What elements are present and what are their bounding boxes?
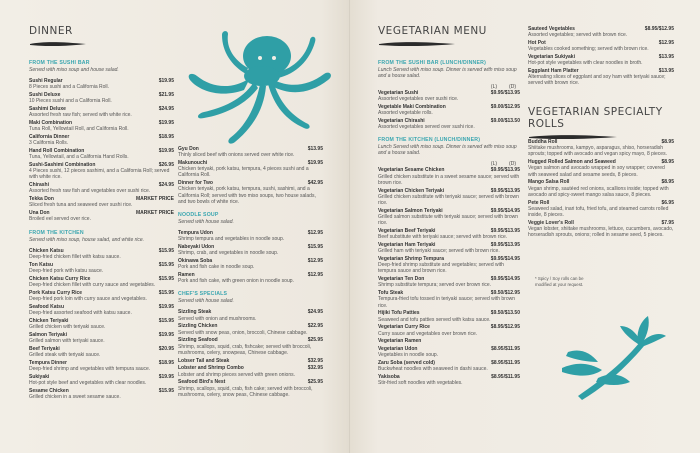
menu-item-name: Nabeyaki Udon (178, 244, 215, 251)
menu-item-description: Assorted fresh raw fish; served with white rice. (29, 112, 132, 119)
menu-item-sushi-deluxe (29, 92, 174, 104)
menu-item-description: Tuna, Yellowtail, and a California Hand Rolls. (29, 154, 129, 161)
menu-item-price: $12.95 (307, 258, 323, 265)
menu-item-sizzling-chicken (178, 323, 323, 335)
menu-item-price: $8.95/$12.95 (644, 26, 674, 32)
menu-item-description: Grilled salmon with teriyaki sauce. (29, 337, 105, 344)
menu-item-description: Lobster and shrimp pieces served with green onions. (178, 371, 296, 378)
section-note: Served with house salad. (178, 298, 234, 305)
menu-item-price: MARKET PRICE (135, 196, 174, 203)
menu-item-vegetarian-curry-rice (378, 324, 520, 336)
menu-item-salmon-teriyaki (29, 332, 174, 344)
section-note: Served with miso soup, house salad, and white rice. (29, 236, 145, 243)
specialty-header (528, 106, 678, 139)
menu-item-una-don (29, 210, 174, 222)
menu-item-name: Vegetarian Chicken Teriyaki (378, 187, 445, 194)
menu-item-description: Deep-fried chicken fillet with katsu sauce. (29, 253, 121, 260)
menu-item-price: $9.00/$13.50 (490, 118, 520, 124)
menu-item-name: Vegetarian Salmon Teriyaki (378, 207, 443, 214)
menu-item-name: Makunouchi (178, 160, 208, 166)
menu-item-price: $24.95 (158, 106, 174, 112)
menu-item-name: Sushi Deluxe (29, 92, 61, 98)
menu-item-description: Assorted vegetables over sushi rice. (378, 96, 459, 103)
menu-item-sashimi-deluxe (29, 106, 174, 118)
menu-item-vegetarian-sushi (378, 90, 520, 102)
menu-item-price: $19.95 (307, 160, 323, 166)
menu-item-name: Chirashi (29, 182, 50, 189)
section-note: Served with house salad. (178, 219, 234, 226)
menu-item-price: $15.95 (158, 247, 174, 254)
menu-item-vegetarian-ten-don (378, 276, 520, 288)
menu-item-price: $8.95/$11.95 (491, 346, 520, 353)
menu-item-price: $9.95/$13.95 (490, 187, 520, 194)
menu-item-price: $7.95 (661, 219, 674, 226)
menu-item-price: $24.95 (307, 309, 323, 316)
menu-item-vegetable-maki-combination (378, 104, 520, 116)
menu-item-tempura-udon (178, 230, 323, 242)
menu-item-lobster-and-shrimp-combo (178, 365, 323, 377)
menu-item-price: $15.95 (158, 261, 174, 268)
menu-item-name: Sizzling Seafood (178, 337, 218, 344)
menu-item-description: Shrimp, crab, and vegetables in noodle soup. (178, 250, 279, 257)
menu-item-vegetarian-udon (378, 346, 520, 358)
lunch-label: (L) (490, 84, 498, 90)
menu-item-name: Lobster and Shrimp Combo (178, 365, 244, 372)
menu-item-name: Buddha Roll (528, 139, 558, 145)
menu-item-price: $8.95/$11.95 (491, 374, 520, 381)
menu-item-name: Hot Pot (528, 40, 546, 46)
menu-item-name: Mango Salsa Roll (528, 179, 570, 186)
section-note: Lunch Served with miso soup. Dinner is served with miso soup and a house salad. (378, 144, 517, 157)
menu-item-name: Sauteed Vegetables (528, 26, 575, 32)
menu-item-description: 8 Pieces sushi and a California Roll. (29, 84, 110, 91)
menu-item-vegetarian-shrimp-tempura (378, 256, 520, 275)
section-heading: CHEF'S SPECIALS (178, 291, 228, 298)
menu-item-description: Chicken teriyaki, pork katsu, tempura, 4 pieces sushi and a California Roll. (178, 166, 309, 179)
menu-item-price: $13.95 (307, 146, 323, 152)
menu-item-sizzling-steak (178, 309, 323, 321)
menu-item-price: $18.95 (158, 359, 174, 366)
menu-item-name: Seafood Katsu (29, 303, 65, 310)
menu-item-chicken-katsu (29, 248, 174, 260)
menu-item-price: $9.95/$14.95 (490, 276, 520, 283)
menu-item-price: $6.95 (661, 199, 674, 206)
menu-item-description: Shrimp tempura and vegetables in noodle soup. (178, 236, 285, 243)
menu-item-name: Eggplant Ham Platter (528, 68, 579, 74)
menu-item-description: Shiitake mushrooms, kampyo, asparagus, shiso, horseradish sprouts; topped with avocado and vegan spicy mayo, 8 pieces. (528, 145, 667, 158)
vegetable-illustration-icon (558, 312, 668, 402)
menu-item-name: Gyu Don (178, 146, 199, 152)
menu-item-description: Grilled salmon substitute with teriyaki sauce; served with brown rice. (378, 214, 519, 227)
menu-item-tempura-dinner (29, 360, 174, 372)
menu-item-description: 10 Pieces sushi and a California Roll. (29, 98, 112, 105)
menu-item-description: Shrimp, scallops, squid, crab, fish cake; served with broccoli, mushrooms, celery, snow peas, Chinese cabbage. (178, 385, 313, 398)
menu-item-price: $42.95 (307, 180, 323, 187)
menu-item-price: $12.95 (658, 40, 674, 46)
menu-item-name: Pete Roll (528, 199, 550, 206)
menu-item-name: Lobser Tail and Steak (178, 357, 230, 364)
menu-item-name: Vegetarian Sukiyaki (528, 54, 575, 60)
menu-item-description: Deep-fried chicken fillet with curry sauce and vegetables. (29, 281, 156, 288)
menu-item-price: $15.95 (158, 289, 174, 296)
menu-item-name: Maki Combination (29, 120, 73, 126)
menu-item-name: Yakisoba (378, 374, 400, 381)
section-heading: FROM THE KITCHEN (LUNCH/DINNER) (378, 137, 481, 144)
menu-item-name: Tempura Udon (178, 230, 213, 237)
menu-item-description: Grilled chicken substitute with teriyaki sauce; served with brown rice. (378, 193, 519, 207)
menu-item-ton-katsu (29, 262, 174, 274)
menu-item-name: Vegetarian Ramen (378, 338, 422, 345)
menu-item-tofu-steak (378, 290, 520, 309)
menu-item-vegetarian-sukiyaki (528, 54, 674, 66)
menu-item-pete-roll (528, 200, 674, 219)
menu-item-price: $8.95/$11.95 (491, 360, 520, 367)
menu-item-price: $8.95/$12.95 (490, 324, 520, 331)
menu-item-name: Vegetarian Ham Teriyaki (378, 242, 436, 249)
menu-item-vegetarian-salmon-teriyaki (378, 208, 520, 227)
menu-item-description: Assorted vegetables; served with brown rice. (528, 32, 628, 39)
menu-item-gyu-don (178, 146, 323, 158)
menu-item-name: Sashimi Deluxe (29, 106, 66, 112)
menu-item-name: Vegetarian Chirashi (378, 118, 425, 124)
menu-item-name: Okinawa Soba (178, 258, 213, 265)
dinner-label: (D) (509, 84, 516, 90)
menu-item-name: Sizzling Chicken (178, 323, 218, 330)
menu-item-vegetarian-ramen (378, 338, 520, 344)
menu-item-name: Vegetarian Ten Don (378, 276, 425, 283)
menu-item-description: Vegan lobster, shiitake mushrooms, lettuce, cucumbers, avocado, horseradish sprouts, onions; rolled in sesame seed, 5 pieces. (528, 226, 674, 239)
menu-item-price: $12.95 (307, 230, 323, 237)
lunch-label: (L) (490, 161, 498, 168)
menu-item-sesame-chicken (29, 388, 174, 400)
menu-item-price: $19.95 (158, 148, 174, 154)
menu-item-name: Una Don (29, 210, 50, 217)
menu-item-description: Served with snow peas, onion, broccoli, Chinese cabbage. (178, 329, 308, 336)
menu-item-beef-teriyaki (29, 346, 174, 358)
menu-item-hijiki-tofu-patties (378, 310, 520, 322)
menu-item-name: Tempura Dinner (29, 359, 67, 366)
menu-item-description: Grilled steak with teriyaki sauce. (29, 351, 101, 358)
menu-item-description: Shrimp, scallops, squid, crab, fishcake; served with broccoli, mushrooms, celery, snowpeas, Chinese cabbage. (178, 343, 312, 356)
menu-item-description: Grilled chicken with teriyaki sauce. (29, 323, 106, 330)
menu-item-price: $24.95 (158, 182, 174, 189)
menu-item-description: Seaweed salad, inari tofu, fried tofu, and steamed carrots rolled inside, 8 pieces. (528, 205, 669, 219)
menu-item-description: Deep-fried pork with katsu sauce. (29, 267, 104, 274)
menu-item-description: Curry sauce and vegetables over brown rice. (378, 330, 478, 337)
menu-item-price: $13.95 (658, 68, 674, 74)
menu-item-price: $12.95 (307, 272, 323, 279)
menu-item-vegetarian-ham-teriyaki (378, 242, 520, 254)
menu-item-description: Grilled chicken substitute in a sweet sesame sauce; served with brown rice. (378, 173, 520, 186)
menu-item-description: Seaweed and tofu patties served with katsu sauce. (378, 316, 491, 323)
menu-item-description: Buckwheat noodles with seaweed in dashi sauce. (378, 366, 488, 373)
menu-item-description: Deep-fried shrimp and vegetables with tempura sauce. (29, 365, 151, 372)
menu-item-description: Deep-fried pork loin with curry sauce and vegetables. (29, 295, 147, 302)
menu-item-price: $19.95 (158, 120, 174, 126)
menu-item-price: $19.95 (158, 303, 174, 310)
menu-item-price: $9.95/$13.95 (490, 228, 520, 235)
menu-item-name: Tekka Don (29, 196, 54, 203)
menu-item-price: $25.95 (307, 337, 323, 344)
menu-item-sushi-sashimi-combination (29, 162, 174, 181)
menu-item-name: Vegetarian Sushi (378, 90, 419, 96)
menu-item-seafood-katsu (29, 304, 174, 316)
menu-item-description: Vegetables cooked something; served with brown rice. (528, 46, 649, 53)
menu-item-nabeyaki-udon (178, 244, 323, 256)
menu-item-sushi-regular (29, 78, 174, 90)
menu-item-price: $19.95 (158, 78, 174, 84)
menu-item-price: $26.95 (158, 162, 174, 168)
menu-item-price: $9.00/$12.95 (490, 104, 520, 110)
menu-item-description: Grilled ham with teriyaki sauce; served with brown rice. (378, 248, 500, 255)
menu-item-description: Vegetables in noodle soup. (378, 352, 439, 359)
menu-item-price: $9.95/$14.95 (490, 256, 520, 263)
menu-item-tekka-don (29, 196, 174, 208)
spicy-footnote: * Spicy / Soy rolls can be modified at your request. (535, 276, 584, 287)
menu-item-yakisoba (378, 374, 520, 386)
menu-item-price: $19.95 (158, 331, 174, 338)
menu-item-description: Tempura-fried tofu tossed in teriyaki sauce; served with brown rice. (378, 296, 516, 309)
menu-item-hugged-rolled-salmon-and-seaweed (528, 159, 674, 178)
menu-item-description: Served with onion and mushrooms. (178, 315, 257, 322)
menu-item-name: Vegetarian Udon (378, 346, 418, 353)
menu-item-hot-pot (528, 40, 674, 52)
menu-item-mango-salsa-roll (528, 179, 674, 198)
menu-item-name: Veggie Lover's Roll (528, 219, 574, 226)
menu-item-chirashi (29, 182, 174, 194)
menu-item-name: Vegetarian Sesame Chicken (378, 167, 445, 174)
menu-item-pork-katsu-curry-rice (29, 290, 174, 302)
menu-item-price: $21.95 (158, 92, 174, 98)
menu-item-name: Zaru Soba (served cold) (378, 360, 435, 367)
menu-item-name: Seafood Bird's Nest (178, 379, 226, 386)
menu-item-price: $9.95/$13.95 (490, 167, 520, 174)
menu-item-zaru-soba-served-cold (378, 360, 520, 372)
menu-item-description: Sliced fresh tuna and seaweed over sushi rice. (29, 202, 133, 209)
dinner-label: (D) (509, 161, 516, 168)
menu-item-maki-combination (29, 120, 174, 132)
menu-item-hand-roll-combination (29, 148, 174, 160)
menu-item-sauteed-vegetables (528, 26, 674, 38)
menu-item-name: Ton Katsu (29, 261, 54, 268)
section-heading: FROM THE KITCHEN (29, 229, 84, 236)
section-heading: NOODLE SOUP (178, 212, 219, 219)
menu-item-name: Vegetarian Beef Teriyaki (378, 228, 436, 235)
menu-item-price: $8.95 (661, 139, 674, 145)
section-note: Served with miso soup and house salad. (29, 67, 119, 73)
menu-item-seafood-bird-s-nest (178, 379, 323, 398)
menu-item-lobser-tail-and-steak (178, 358, 323, 364)
menu-item-chicken-katsu-curry-rice (29, 276, 174, 288)
menu-item-name: Chicken Katsu (29, 247, 64, 254)
menu-item-price: $18.95 (158, 134, 174, 140)
menu-item-price: $15.95 (158, 387, 174, 394)
menu-item-name: Hijiki Tofu Patties (378, 310, 420, 317)
menu-item-california-dinner (29, 134, 174, 146)
menu-item-description: Deep-fried shrimp substitute and vegetables; served with tempura sauce and brown rice. (378, 262, 504, 275)
menu-item-price: $9.95/$14.95 (490, 207, 520, 214)
menu-item-price: $15.95 (307, 244, 323, 251)
menu-item-price: $9.50/$12.95 (490, 290, 520, 297)
menu-item-price: $8.95 (661, 159, 674, 166)
menu-item-name: Chicken Teriyaki (29, 317, 69, 324)
menu-item-price: $8.95 (661, 179, 674, 186)
vegetarian-column-1 (378, 60, 520, 388)
section-heading: FROM THE SUSHI BAR (LUNCH/DINNER) (378, 60, 487, 66)
menu-item-sukiyaki (29, 374, 174, 386)
menu-item-price: $13.95 (658, 54, 674, 60)
menu-item-price: $9.95/$13.95 (490, 90, 520, 96)
menu-item-name: Vegetable Maki Combination (378, 104, 446, 110)
menu-item-description: Vegan shrimp, sautéed red onions, scallions inside; topped with avocado and spicy-sweet mango salsa sauce, 8 pieces. (528, 185, 669, 198)
menu-item-description: Assorted vegetable rolls. (378, 110, 433, 117)
menu-item-price: $9.95/$13.95 (490, 242, 520, 249)
menu-item-description: Tuna Roll, Yellowtail Roll, and California Roll. (29, 126, 129, 133)
menu-item-name: Sushi Regular (29, 78, 63, 84)
specialty-title: VEGETARIAN SPECIALTY ROLLS (528, 106, 663, 130)
menu-item-price: $15.95 (158, 275, 174, 282)
menu-item-buddha-roll (528, 139, 674, 158)
menu-item-dinner-for-two (178, 180, 323, 205)
menu-item-chicken-teriyaki (29, 318, 174, 330)
vegetarian-header (378, 25, 528, 46)
menu-item-vegetarian-chicken-teriyaki (378, 188, 520, 207)
menu-item-name: Sukiyaki (29, 373, 50, 380)
menu-item-okinawa-soba (178, 258, 323, 270)
menu-item-veggie-lover-s-roll (528, 220, 674, 239)
menu-item-name: Sushi-Sashimi Combination (29, 162, 96, 168)
menu-item-name: Hand Roll Combination (29, 148, 85, 154)
section-heading: FROM THE SUSHI BAR (29, 60, 90, 66)
menu-item-price: $32.95 (307, 357, 323, 364)
menu-item-price: $15.95 (158, 317, 174, 324)
brush-stroke-icon (29, 41, 87, 46)
menu-item-name: Tofu Steak (378, 290, 404, 297)
menu-item-name: Salmon Teriyaki (29, 331, 67, 338)
menu-item-description: Hot-pot style beef and vegetables with clear noodles. (29, 379, 147, 386)
section-note: Lunch Served with miso soup. Dinner is served with miso soup and a house salad. (378, 67, 517, 79)
menu-item-description: Assorted fresh raw fish and vegetables over sushi rice. (29, 188, 151, 195)
menu-item-description: Shrimp substitute tempura; served over brown rice. (378, 282, 492, 289)
menu-item-description: Assorted vegetables served over sushi rice. (378, 124, 475, 131)
menu-item-vegetarian-sesame-chicken (378, 167, 520, 186)
menu-item-description: Stir-fried soft noodles with vegetables. (378, 380, 463, 387)
menu-item-price: $19.95 (158, 373, 174, 380)
octopus-illustration-icon (182, 28, 337, 146)
menu-item-price: $20.95 (158, 345, 174, 352)
menu-item-price: $32.95 (307, 365, 323, 372)
menu-item-name: Sizzling Steak (178, 309, 212, 316)
menu-item-eggplant-ham-platter (528, 68, 674, 87)
menu-item-description: 4 Pieces sushi, 12 pieces sashimi, and a California Roll; served with white rice. (29, 168, 170, 181)
menu-item-description: Pork and fish cake in noodle soup. (178, 264, 255, 271)
dinner-column-1 (29, 60, 174, 402)
vegetarian-column-2 (528, 26, 674, 88)
dinner-column-2 (178, 146, 323, 400)
page-title: VEGETARIAN MENU (378, 25, 487, 37)
menu-item-name: Beef Teriyaki (29, 345, 60, 352)
menu-item-name: Ramen (178, 272, 195, 279)
menu-item-description: Pork and fish cake, with green onion in noodle soup. (178, 278, 294, 285)
dinner-header (29, 25, 179, 46)
menu-item-description: Vegan salmon and avocado wrapped in soy wrapper; covered with seaweed salad and sesame seeds, 8 pieces. (528, 165, 665, 178)
menu-item-name: Hugged Rolled Salmon and Seaweed (528, 159, 616, 166)
menu-item-description: 3 California Rolls. (29, 140, 69, 147)
brush-stroke-icon (378, 41, 456, 46)
menu-item-vegetarian-beef-teriyaki (378, 228, 520, 240)
vegetarian-page (350, 0, 700, 453)
menu-item-vegetarian-chirashi (378, 118, 520, 130)
menu-item-ramen (178, 272, 323, 284)
menu-item-price: $22.95 (307, 323, 323, 330)
menu-item-price: $9.50/$13.50 (490, 310, 520, 317)
menu-item-description: Grilled chicken in a sweet sesame sauce. (29, 393, 121, 400)
menu-item-price: $25.95 (307, 379, 323, 386)
menu-item-price: MARKET PRICE (135, 210, 174, 217)
menu-item-name: California Dinner (29, 134, 70, 140)
menu-item-name: Sesame Chicken (29, 387, 69, 394)
menu-item-name: Chicken Katsu Curry Rice (29, 275, 91, 282)
menu-item-name: Vegetarian Shrimp Tempura (378, 256, 445, 263)
menu-item-description: Broiled eel served over rice. (29, 216, 91, 223)
menu-item-description: Deep-fried assorted seafood with katsu sauce. (29, 309, 132, 316)
menu-item-makunouchi (178, 160, 323, 179)
menu-item-description: Thinly sliced beef with onions served over white rice. (178, 152, 295, 159)
page-title: DINNER (29, 25, 73, 37)
menu-item-description: Chicken teriyaki, pork katsu, tempura, sushi, sashimi, and a California Roll; served with two miso soups, two house salads, and two bowls of white rice. (178, 186, 316, 205)
specialty-rolls-list (528, 139, 674, 240)
menu-item-name: Vegetarian Curry Rice (378, 324, 430, 331)
menu-item-description: Beef substitute with teriyaki sauce; served with brown rice. (378, 234, 508, 241)
menu-item-sizzling-seafood (178, 337, 323, 356)
menu-item-name: Pork Katsu Curry Rice (29, 289, 83, 296)
menu-item-description: Hot-pot style vegetables with clear noodles in broth. (528, 60, 643, 67)
menu-item-name: Dinner for Two (178, 180, 213, 187)
menu-item-description: Alternating slices of eggplant and soy ham with teriyaki sauce; served with brown rice. (528, 74, 666, 87)
